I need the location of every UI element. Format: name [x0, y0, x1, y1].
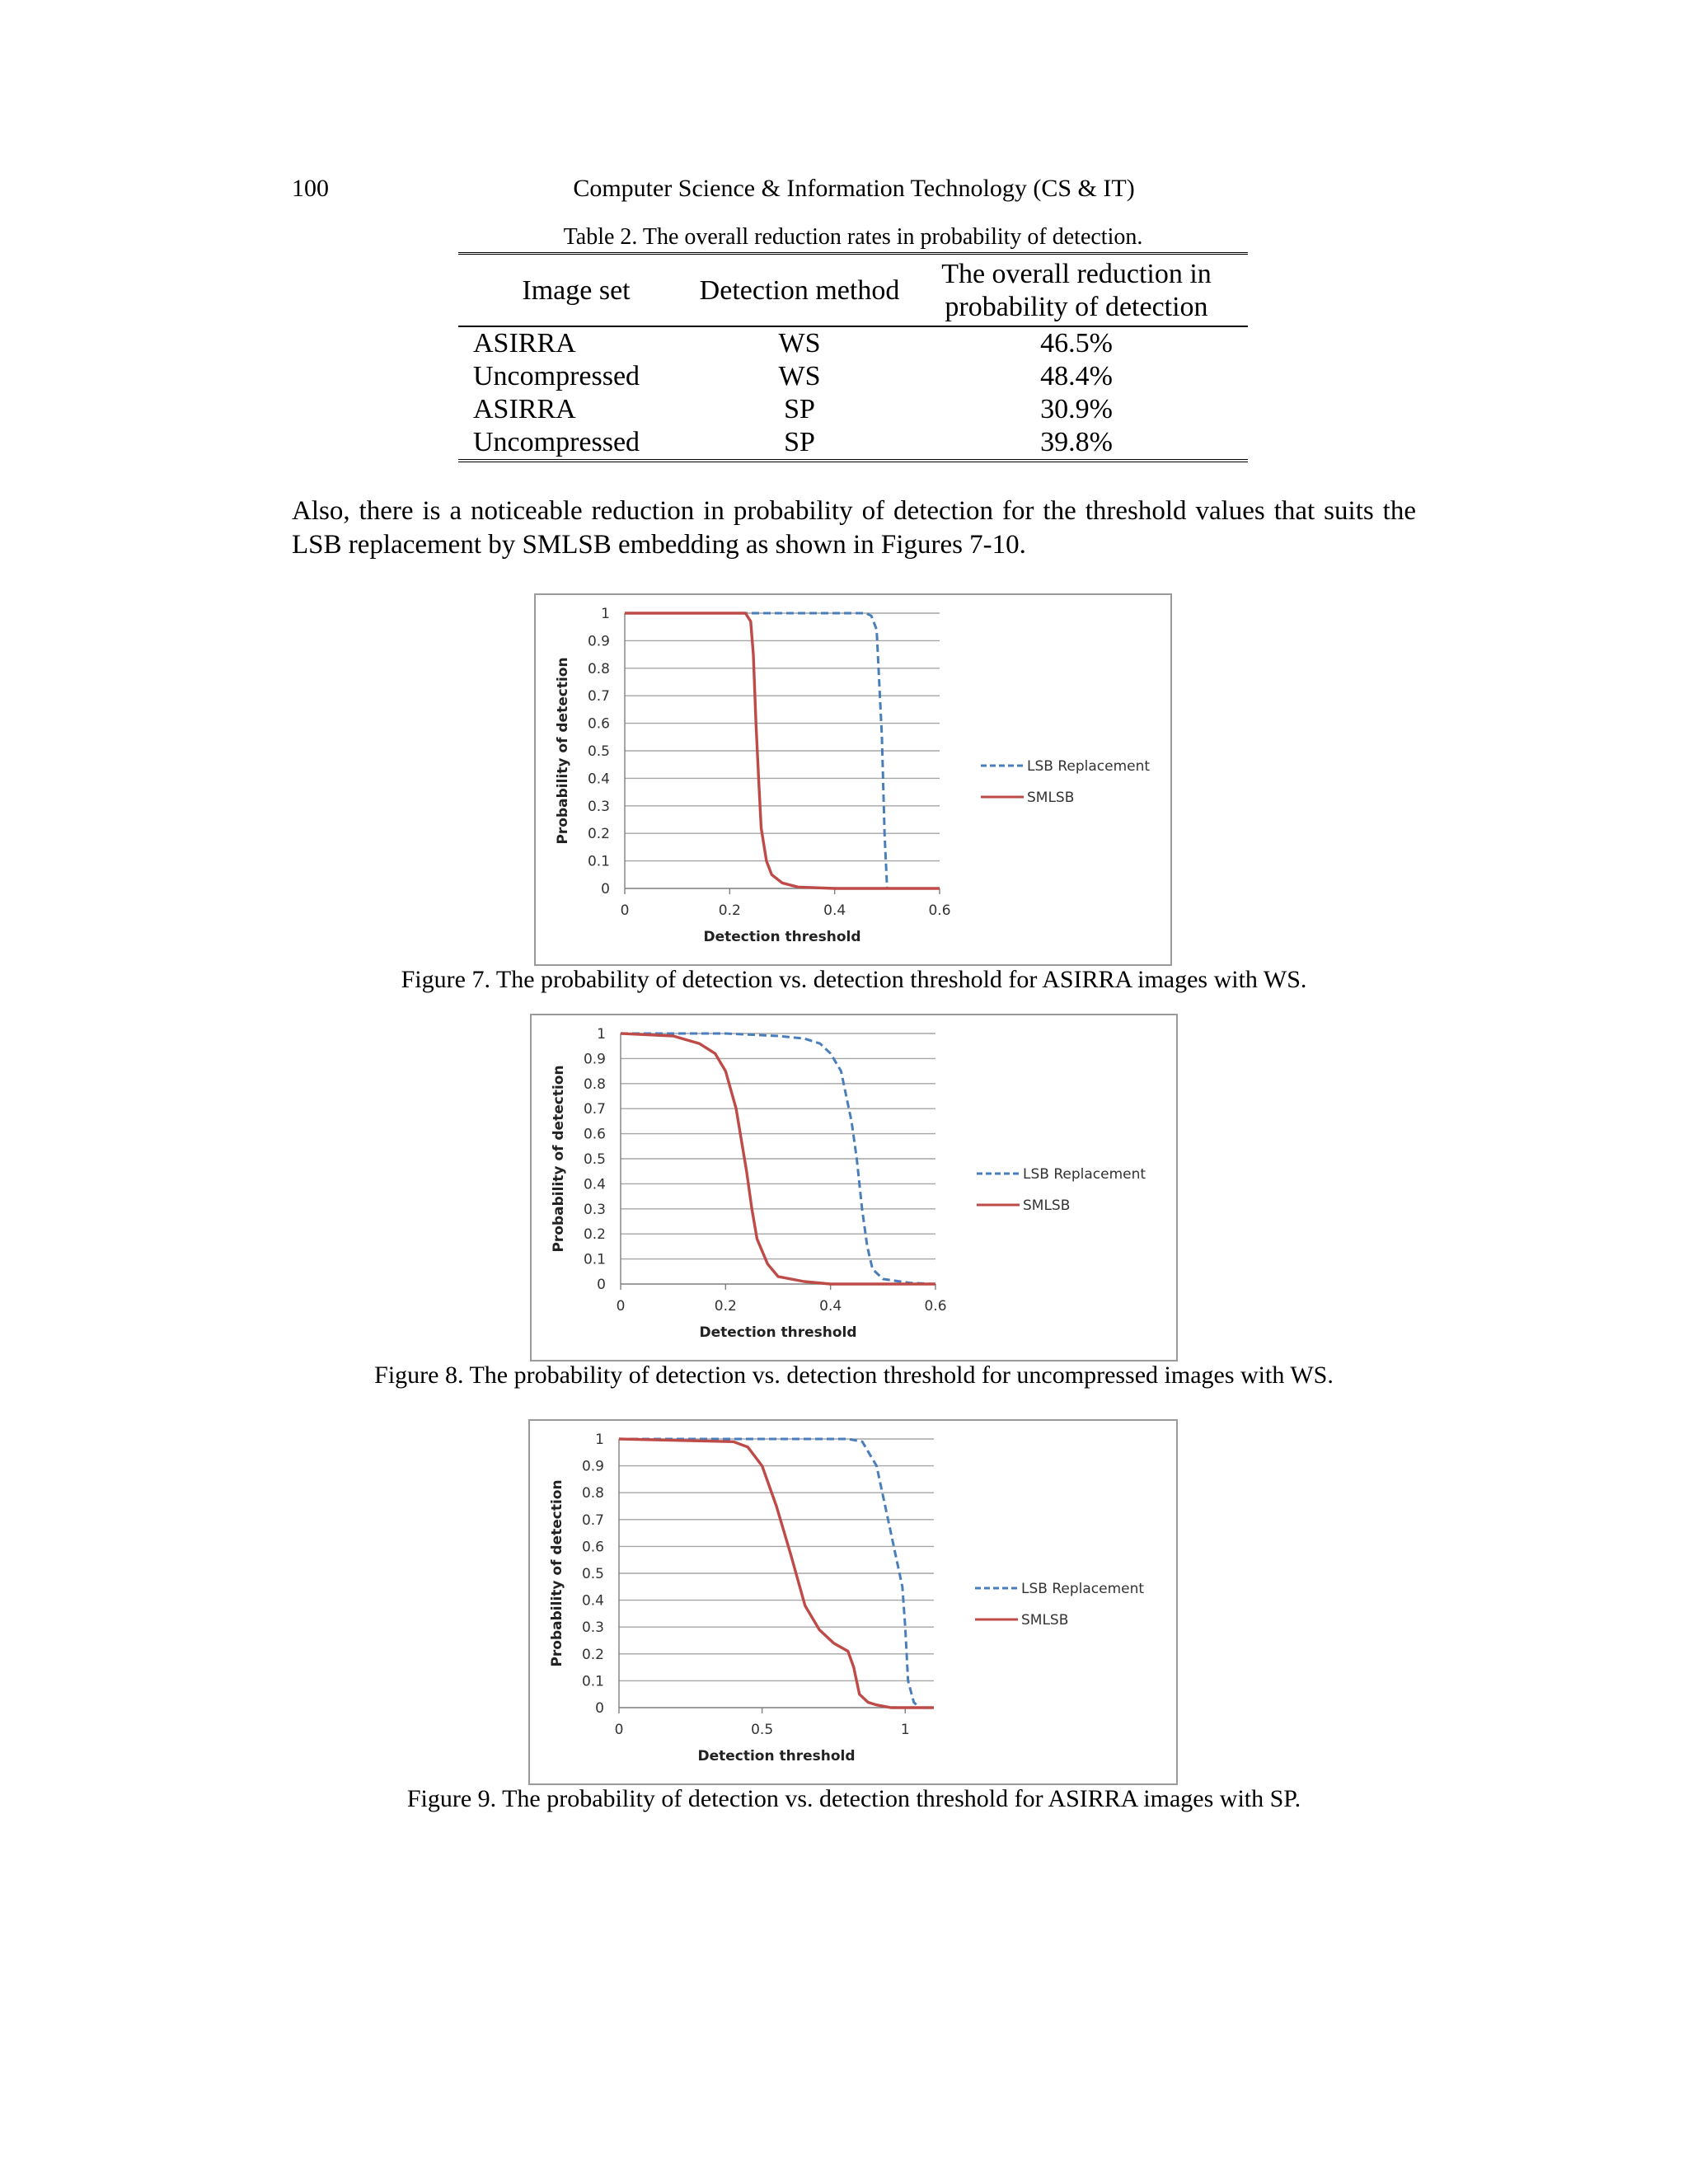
y-tick-label: 1	[597, 1026, 606, 1043]
table-caption: Table 2. The overall reduction rates in probability of detection.	[563, 224, 1143, 250]
x-tick-label: 0.4	[819, 1298, 842, 1315]
x-tick-label: 0	[616, 1298, 626, 1315]
y-tick-label: 0.5	[587, 743, 610, 760]
y-tick-label: 0.1	[583, 1251, 606, 1268]
figure-9-caption: Figure 9. The probability of detection vs. detection threshold for ASIRRA images with SP.	[406, 1785, 1301, 1812]
y-tick-label: 0	[601, 881, 610, 898]
y-tick-label: 0.8	[583, 1076, 606, 1093]
y-tick-label: 0.8	[587, 660, 610, 677]
table-cell: SP	[694, 426, 905, 461]
x-tick-label: 0.6	[928, 902, 951, 919]
legend-label: LSB Replacement	[1021, 1581, 1145, 1597]
y-tick-label: 0.7	[581, 1511, 604, 1529]
table-header-row	[458, 254, 1248, 327]
table-cell: SP	[784, 394, 815, 424]
page-number: 100	[292, 175, 329, 202]
x-tick-label: 0.6	[924, 1298, 947, 1315]
y-tick-label: 0.2	[583, 1226, 606, 1244]
y-tick-label: 0.6	[583, 1126, 606, 1143]
y-tick-label: 0.1	[581, 1673, 604, 1690]
y-tick-label: 0.9	[581, 1458, 604, 1475]
x-axis-label: Detection threshold	[697, 1748, 856, 1765]
y-tick-label: 0.2	[587, 826, 610, 843]
y-tick-label: 0.3	[587, 798, 610, 815]
y-tick-label: 0.4	[581, 1592, 604, 1610]
table-cell: 48.4%	[1040, 361, 1113, 391]
table-cell: 46.5%	[1040, 328, 1113, 359]
legend-label: SMLSB	[1021, 1612, 1069, 1629]
table-row	[458, 326, 1248, 360]
column-header: The overall reduction in probability of detection	[905, 254, 1248, 327]
y-axis-label: Probability of detection	[549, 1479, 565, 1667]
figure-7	[534, 593, 1172, 966]
y-tick-label: 0	[595, 1700, 604, 1717]
x-tick-label: 0.5	[751, 1722, 774, 1738]
table-cell: ASIRRA	[473, 394, 576, 424]
figure-8-caption: Figure 8. The probability of detection vs. detection threshold for uncompressed images with WS.	[374, 1361, 1334, 1389]
body-paragraph: Also, there is a noticeable reduction in probability of detection for the threshold values that suits the LSB replacement by SMLSB embedding as shown in Figures 7-10.	[292, 496, 1416, 560]
legend-label: SMLSB	[1023, 1197, 1071, 1214]
y-tick-label: 0.7	[583, 1101, 606, 1118]
y-tick-label: 0	[597, 1277, 606, 1293]
legend-label: LSB Replacement	[1027, 758, 1151, 775]
legend-label: SMLSB	[1027, 790, 1075, 806]
table-cell: 30.9%	[1040, 394, 1113, 424]
y-tick-label: 0.8	[581, 1485, 604, 1502]
figure-8	[530, 1014, 1178, 1361]
table-cell: ASIRRA	[473, 328, 576, 359]
figure-9	[528, 1419, 1178, 1785]
figure-7-caption: Figure 7. The probability of detection vs. detection threshold for ASIRRA images with WS.	[401, 966, 1307, 993]
y-tick-label: 0.3	[583, 1201, 606, 1218]
y-tick-label: 0.5	[581, 1566, 604, 1582]
x-tick-label: 0	[614, 1722, 624, 1738]
table-row	[458, 360, 1248, 393]
y-tick-label: 0.6	[581, 1539, 604, 1556]
y-axis-label: Probability of detection	[555, 657, 571, 845]
table-row	[458, 426, 1248, 461]
results-table	[458, 252, 1248, 462]
y-tick-label: 0.4	[587, 771, 610, 788]
figure-8-chart	[532, 1015, 1176, 1360]
table-cell: Uncompressed	[458, 426, 694, 461]
y-tick-label: 0.1	[587, 853, 610, 870]
page-header	[292, 175, 1416, 208]
table-cell: WS	[778, 328, 821, 359]
y-tick-label: 0.4	[583, 1176, 606, 1193]
x-tick-label: 0.2	[718, 902, 741, 919]
x-tick-label: 0.4	[823, 902, 846, 919]
column-header: Image set	[458, 254, 694, 327]
column-header: Detection method	[694, 254, 905, 327]
running-head: Computer Science & Information Technology (CS & IT)	[573, 175, 1135, 202]
y-tick-label: 1	[595, 1432, 604, 1448]
table-row	[458, 393, 1248, 426]
y-tick-label: 0.9	[587, 633, 610, 650]
table-cell: WS	[778, 361, 821, 391]
table-cell: Uncompressed	[473, 361, 640, 391]
y-tick-label: 0.3	[581, 1619, 604, 1637]
y-tick-label: 0.5	[583, 1151, 606, 1168]
x-axis-label: Detection threshold	[699, 1324, 857, 1341]
y-axis-label: Probability of detection	[551, 1065, 567, 1253]
y-tick-label: 0.6	[587, 715, 610, 733]
legend-label: LSB Replacement	[1023, 1166, 1146, 1183]
figure-9-chart	[530, 1421, 1176, 1783]
y-tick-label: 1	[601, 606, 610, 622]
y-tick-label: 0.7	[587, 688, 610, 705]
x-axis-label: Detection threshold	[703, 929, 861, 945]
y-tick-label: 0.9	[583, 1051, 606, 1068]
x-tick-label: 1	[900, 1722, 910, 1738]
figure-7-chart	[536, 595, 1170, 964]
y-tick-label: 0.2	[581, 1646, 604, 1663]
table-cell: 39.8%	[905, 426, 1248, 461]
x-tick-label: 0.2	[714, 1298, 737, 1315]
x-tick-label: 0	[620, 902, 630, 919]
